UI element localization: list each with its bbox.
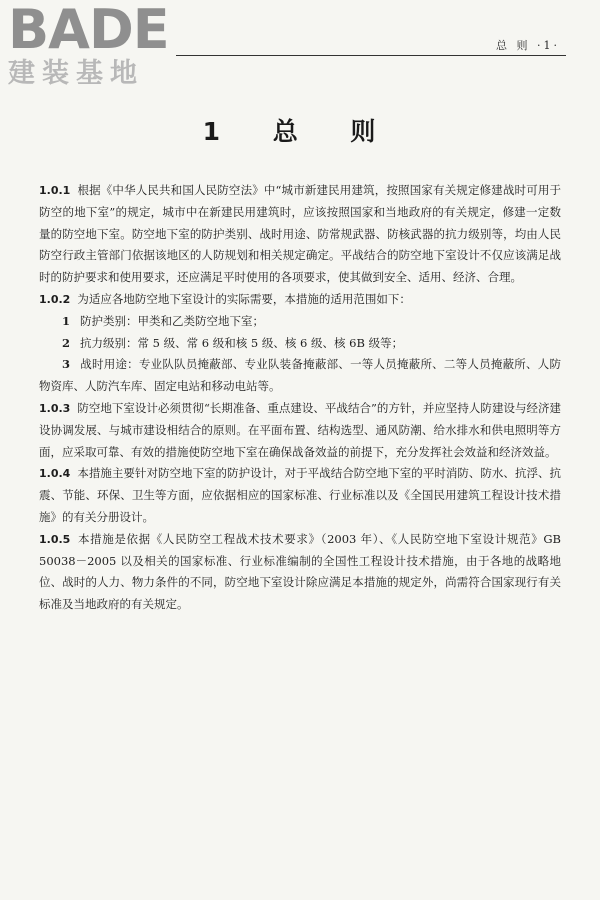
section-text: 根据《中华人民共和国人民防空法》中“城市新建民用建筑，按照国家有关规定修建战时可用于防空的地下室”的规定，城市中在新建民用建筑时，应该按照国家和当地政府的有关规定，修建一定数量的防空地下室。防空地下室的防护类别、战时用途、防常规武器、防核武器的抗力级别等，均由人民防空行政主管部门依据该地区的人防规划和相关规定确定。平战结合的防空地下室设计不仅应该满足战时的防护要求和使用要求，还应满足平时使用的各项要求，使其做到安全、适用、经济、合理。 (39, 183, 561, 285)
document-body (39, 180, 561, 616)
header-rule (176, 55, 566, 56)
item-text: 抗力级别：常 5 级、常 6 级和核 5 级、核 6 级、核 6B 级等； (80, 335, 404, 350)
item-text: 战时用途：专业队队员掩蔽部、专业队装备掩蔽部、一等人员掩蔽所、二等人员掩蔽所、人防物资库、人防汽车库、固定电站和移动电站等。 (39, 357, 561, 394)
section-text: 防空地下室设计必须贯彻“长期准备、重点建设、平战结合”的方针，并应坚持人防建设与经济建设协调发展、与城市建设相结合的原则。在平面布置、结构选型、通风防潮、给水排水和供电照明等方面，应采取可靠、有效的措施使防空地下室在确保战备效益的前提下，充分发挥社会效益和经济效益。 (39, 400, 561, 459)
section-number: 1.0.1 (39, 184, 71, 197)
section-text: 本措施是依据《人民防空工程战术技术要求》（2003 年）、《人民防空地下室设计规范》GB 50038－2005 以及相关的国家标准、行业标准编制的全国性工程设计技术措施，由于各地的战略地位、战时的人力、物力条件的不同，防空地下室设计除应满足本措施的规定外，尚需符合国家现行有关标准及当地政府的有关规定。 (39, 531, 561, 612)
item-number: 3 (62, 357, 71, 372)
item-text: 防护类别：甲类和乙类防空地下室； (80, 313, 265, 328)
bade-logo (8, 2, 169, 90)
section-1-0-1 (39, 180, 561, 289)
item-number: 1 (62, 313, 71, 328)
section-number: 1.0.2 (39, 292, 71, 306)
list-item (39, 311, 561, 333)
running-head: 总 则 ·1· (496, 39, 560, 52)
section-text: 本措施主要针对防空地下室的防护设计，对于平战结合防空地下室的平时消防、防水、抗浮、抗震、节能、环保、卫生等方面，应依据相应的国家标准、行业标准以及《全国民用建筑工程设计技术措施》的有关分册设计。 (39, 466, 561, 524)
section-number: 1.0.5 (39, 532, 71, 546)
chapter-title: 1 总 则 (202, 117, 398, 146)
list-item (39, 354, 561, 398)
section-1-0-5 (39, 529, 561, 616)
item-number: 2 (62, 335, 71, 350)
logo-subtitle: 建装基地 (8, 58, 144, 89)
logo-brand: BADE (8, 0, 169, 61)
section-number: 1.0.3 (39, 401, 71, 415)
list-item (39, 333, 561, 355)
section-number: 1.0.4 (39, 467, 71, 481)
section-1-0-2 (39, 289, 561, 311)
section-text: 为适应各地防空地下室设计的实际需要，本措施的适用范围如下： (77, 291, 411, 306)
section-1-0-4 (39, 463, 561, 528)
section-1-0-3 (39, 398, 561, 463)
